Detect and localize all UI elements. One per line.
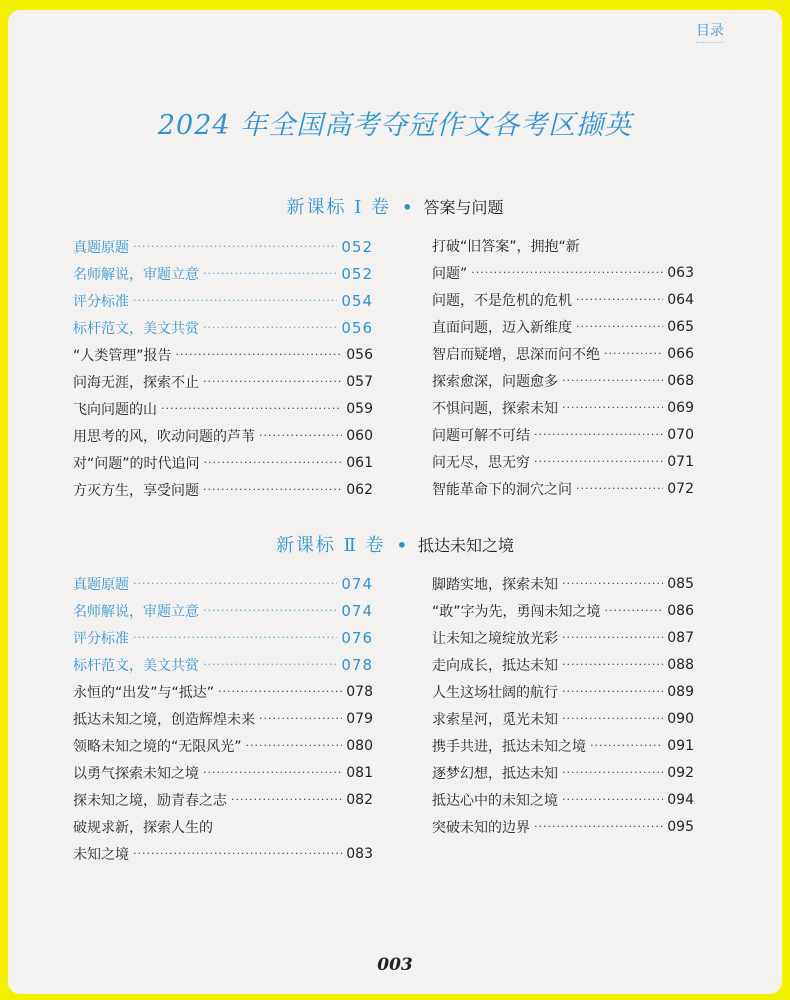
- toc-entry-page: 071: [667, 453, 694, 470]
- toc-entry[interactable]: [432, 597, 694, 624]
- toc-entry-page: 054: [341, 291, 373, 310]
- toc-entry[interactable]: [73, 786, 373, 813]
- section-volume: 新课标 Ⅰ 卷: [286, 197, 392, 218]
- toc-entry[interactable]: [432, 475, 694, 502]
- dot-leader: [562, 766, 663, 779]
- toc-entry[interactable]: [432, 340, 694, 367]
- toc-entry[interactable]: [73, 314, 373, 341]
- dot-leader: [203, 658, 337, 671]
- toc-entry-title: “人类管理”报告: [73, 347, 172, 364]
- dot-leader: [204, 456, 343, 469]
- dot-leader: [562, 374, 663, 387]
- toc-entry-page: 062: [346, 481, 373, 498]
- toc-entry[interactable]: [432, 651, 694, 678]
- toc-entry[interactable]: [432, 286, 694, 313]
- toc-entry[interactable]: [432, 786, 694, 813]
- toc-entry[interactable]: [432, 813, 694, 840]
- toc-entry-title: 打破“旧答案”，拥抱“新: [432, 238, 580, 255]
- toc-entry-page: 074: [341, 574, 373, 593]
- toc-entry[interactable]: [73, 570, 373, 597]
- toc-entry[interactable]: [73, 840, 373, 867]
- toc-entry-title: 智能革命下的洞穴之问: [432, 481, 572, 498]
- toc-entry-page: 065: [667, 318, 694, 335]
- dot-leader: [231, 793, 342, 806]
- toc-entry-title: 问海无涯，探索不止: [73, 374, 199, 391]
- toc-entry-title: 不惧问题，探索未知: [432, 400, 558, 417]
- toc-entry-title: 直面问题，迈入新维度: [432, 319, 572, 336]
- toc-entry-title: 让未知之境绽放光彩: [432, 630, 558, 647]
- toc-entry-page: 063: [667, 264, 694, 281]
- toc-entry-title: 抵达心中的未知之境: [432, 792, 558, 809]
- toc-entry[interactable]: [432, 624, 694, 651]
- dot-leader: [203, 321, 337, 334]
- dot-leader: [133, 631, 337, 644]
- dot-leader: [534, 455, 663, 468]
- toc-entry-page: 079: [346, 710, 373, 727]
- toc-entry-page: 061: [346, 454, 373, 471]
- dot-leader: [161, 402, 342, 415]
- section-volume: 新课标 Ⅱ 卷: [275, 535, 386, 556]
- toc-entry[interactable]: [432, 232, 694, 259]
- toc-entry[interactable]: [73, 476, 373, 503]
- toc-entry[interactable]: [73, 449, 373, 476]
- toc-entry-title: 问题可解不可结: [432, 427, 530, 444]
- toc-entry[interactable]: [73, 260, 373, 287]
- section-2-right-list: [432, 570, 694, 840]
- toc-entry-title: 问无尽，思无穷: [432, 454, 530, 471]
- dot-leader: [576, 320, 663, 333]
- dot-leader: [176, 348, 343, 361]
- toc-entry[interactable]: [432, 367, 694, 394]
- dot-leader: [218, 685, 342, 698]
- bullet-dot-icon: •: [396, 536, 407, 555]
- toc-entry-title: 问题，不是危机的危机: [432, 292, 572, 309]
- toc-entry-page: 088: [667, 656, 694, 673]
- toc-entry-title: 抵达未知之境，创造辉煌未来: [73, 711, 255, 728]
- toc-entry[interactable]: [73, 422, 373, 449]
- toc-entry-title: 求索星河，觅光未知: [432, 711, 558, 728]
- toc-entry-title: 未知之境: [73, 846, 129, 863]
- toc-entry-page: 068: [667, 372, 694, 389]
- toc-entry[interactable]: [432, 394, 694, 421]
- toc-entry-page: 056: [341, 318, 373, 337]
- toc-entry-page: 059: [346, 400, 373, 417]
- toc-entry-title: 名师解说，审题立意: [73, 266, 199, 283]
- dot-leader: [590, 739, 663, 752]
- toc-entry-page: 086: [667, 602, 694, 619]
- toc-entry-page: 064: [667, 291, 694, 308]
- dot-leader: [562, 658, 663, 671]
- toc-entry[interactable]: [73, 395, 373, 422]
- toc-entry-page: 069: [667, 399, 694, 416]
- toc-entry-title: 评分标准: [73, 630, 129, 647]
- toc-entry-title: 脚踏实地，探索未知: [432, 576, 558, 593]
- toc-entry-title: 永恒的“出发”与“抵达”: [73, 684, 215, 701]
- section-1-right-list: [432, 232, 694, 502]
- dot-leader: [576, 293, 663, 306]
- toc-entry-page: 066: [667, 345, 694, 362]
- toc-entry-page: 090: [667, 710, 694, 727]
- toc-entry-title: 真题原题: [73, 576, 129, 593]
- toc-entry[interactable]: [73, 651, 373, 678]
- section-heading-1: [8, 193, 782, 219]
- toc-entry-page: 072: [667, 480, 694, 497]
- dot-leader: [471, 266, 663, 279]
- toc-entry[interactable]: [73, 813, 373, 840]
- toc-entry-title: 携手共进，抵达未知之境: [432, 738, 586, 755]
- toc-entry-title: 领略未知之境的“无限风光”: [73, 738, 242, 755]
- toc-entry-page: 074: [341, 601, 373, 620]
- toc-entry-title: 方灭方生，享受问题: [73, 482, 199, 499]
- toc-entry[interactable]: [432, 421, 694, 448]
- dot-leader: [203, 766, 342, 779]
- dot-leader: [562, 401, 663, 414]
- toc-entry[interactable]: [73, 678, 373, 705]
- toc-entry[interactable]: [73, 368, 373, 395]
- dot-leader: [246, 739, 343, 752]
- toc-entry-page: 083: [346, 845, 373, 862]
- dot-leader: [133, 240, 337, 253]
- toc-entry[interactable]: [432, 759, 694, 786]
- page-title: 2024 年全国高考夺冠作文各考区撷英: [157, 110, 633, 141]
- dot-leader: [562, 712, 663, 725]
- toc-entry-title: 标杆范文，美文共赏: [73, 657, 199, 674]
- toc-entry-page: 052: [341, 264, 373, 283]
- dot-leader: [259, 712, 342, 725]
- toc-entry-title: 评分标准: [73, 293, 129, 310]
- toc-entry-page: 056: [346, 346, 373, 363]
- toc-entry-page: 091: [667, 737, 694, 754]
- toc-entry-page: 089: [667, 683, 694, 700]
- toc-entry[interactable]: [73, 624, 373, 651]
- toc-entry-page: 092: [667, 764, 694, 781]
- dot-leader: [562, 577, 663, 590]
- toc-entry-title: 真题原题: [73, 239, 129, 256]
- dot-leader: [203, 267, 337, 280]
- page-number: 003: [377, 955, 413, 975]
- toc-entry-title: 名师解说，审题立意: [73, 603, 199, 620]
- dot-leader: [133, 577, 337, 590]
- dot-leader: [133, 294, 337, 307]
- toc-entry[interactable]: [73, 287, 373, 314]
- toc-entry-title: 智启而疑增，思深而问不绝: [432, 346, 600, 363]
- toc-entry-title: 标杆范文，美文共赏: [73, 320, 199, 337]
- dot-leader: [534, 820, 663, 833]
- toc-entry-page: 057: [346, 373, 373, 390]
- toc-entry-page: 085: [667, 575, 694, 592]
- toc-entry-page: 076: [341, 628, 373, 647]
- toc-entry-title: 对“问题”的时代追问: [73, 455, 200, 472]
- toc-entry-page: 078: [346, 683, 373, 700]
- toc-entry[interactable]: [73, 732, 373, 759]
- dot-leader: [562, 685, 663, 698]
- toc-entry[interactable]: [432, 570, 694, 597]
- toc-entry[interactable]: [432, 678, 694, 705]
- toc-entry[interactable]: [432, 448, 694, 475]
- section-2-left-list: [73, 570, 373, 867]
- toc-entry-page: 095: [667, 818, 694, 835]
- bullet-dot-icon: •: [402, 198, 413, 217]
- toc-entry-page: 070: [667, 426, 694, 443]
- toc-entry[interactable]: [432, 313, 694, 340]
- toc-entry-title: 人生这场壮阔的航行: [432, 684, 558, 701]
- toc-entry-title: 探未知之境，励青春之志: [73, 792, 227, 809]
- dot-leader: [534, 428, 663, 441]
- dot-leader: [604, 347, 663, 360]
- toc-link[interactable]: 目录: [696, 20, 724, 43]
- dot-leader: [133, 847, 342, 860]
- toc-entry-page: 078: [341, 655, 373, 674]
- section-1-left-list: [73, 233, 373, 503]
- dot-leader: [562, 631, 663, 644]
- dot-leader: [605, 604, 664, 617]
- page-sheet: [8, 10, 782, 994]
- toc-entry-page: 060: [346, 427, 373, 444]
- section-topic: 抵达未知之境: [418, 536, 515, 555]
- dot-leader: [203, 483, 342, 496]
- section-heading-2: [8, 531, 782, 557]
- toc-entry-title: 突破未知的边界: [432, 819, 530, 836]
- toc-entry[interactable]: [432, 705, 694, 732]
- toc-entry-title: 探索愈深，问题愈多: [432, 373, 558, 390]
- toc-entry-title: 用思考的风，吹动问题的芦苇: [73, 428, 255, 445]
- toc-entry-title: 走向成长，抵达未知: [432, 657, 558, 674]
- section-topic: 答案与问题: [423, 198, 504, 217]
- toc-entry[interactable]: [73, 597, 373, 624]
- toc-entry-page: 052: [341, 237, 373, 256]
- toc-entry-page: 094: [667, 791, 694, 808]
- toc-entry-page: 087: [667, 629, 694, 646]
- toc-entry[interactable]: [73, 341, 373, 368]
- toc-entry[interactable]: [73, 759, 373, 786]
- toc-entry-title: 飞向问题的山: [73, 401, 157, 418]
- toc-entry[interactable]: [432, 259, 694, 286]
- toc-entry-page: 080: [346, 737, 373, 754]
- toc-entry-title: 逐梦幻想，抵达未知: [432, 765, 558, 782]
- dot-leader: [203, 604, 337, 617]
- dot-leader: [562, 793, 663, 806]
- dot-leader: [203, 375, 342, 388]
- toc-entry-title: “敢”字为先，勇闯未知之境: [432, 603, 601, 620]
- toc-entry[interactable]: [73, 233, 373, 260]
- toc-entry-title: 破规求新，探索人生的: [73, 819, 213, 836]
- dot-leader: [576, 482, 663, 495]
- toc-entry-page: 081: [346, 764, 373, 781]
- toc-entry[interactable]: [73, 705, 373, 732]
- toc-entry-page: 082: [346, 791, 373, 808]
- toc-entry[interactable]: [432, 732, 694, 759]
- toc-entry-title: 以勇气探索未知之境: [73, 765, 199, 782]
- dot-leader: [259, 429, 342, 442]
- toc-entry-title: 问题”: [432, 265, 468, 282]
